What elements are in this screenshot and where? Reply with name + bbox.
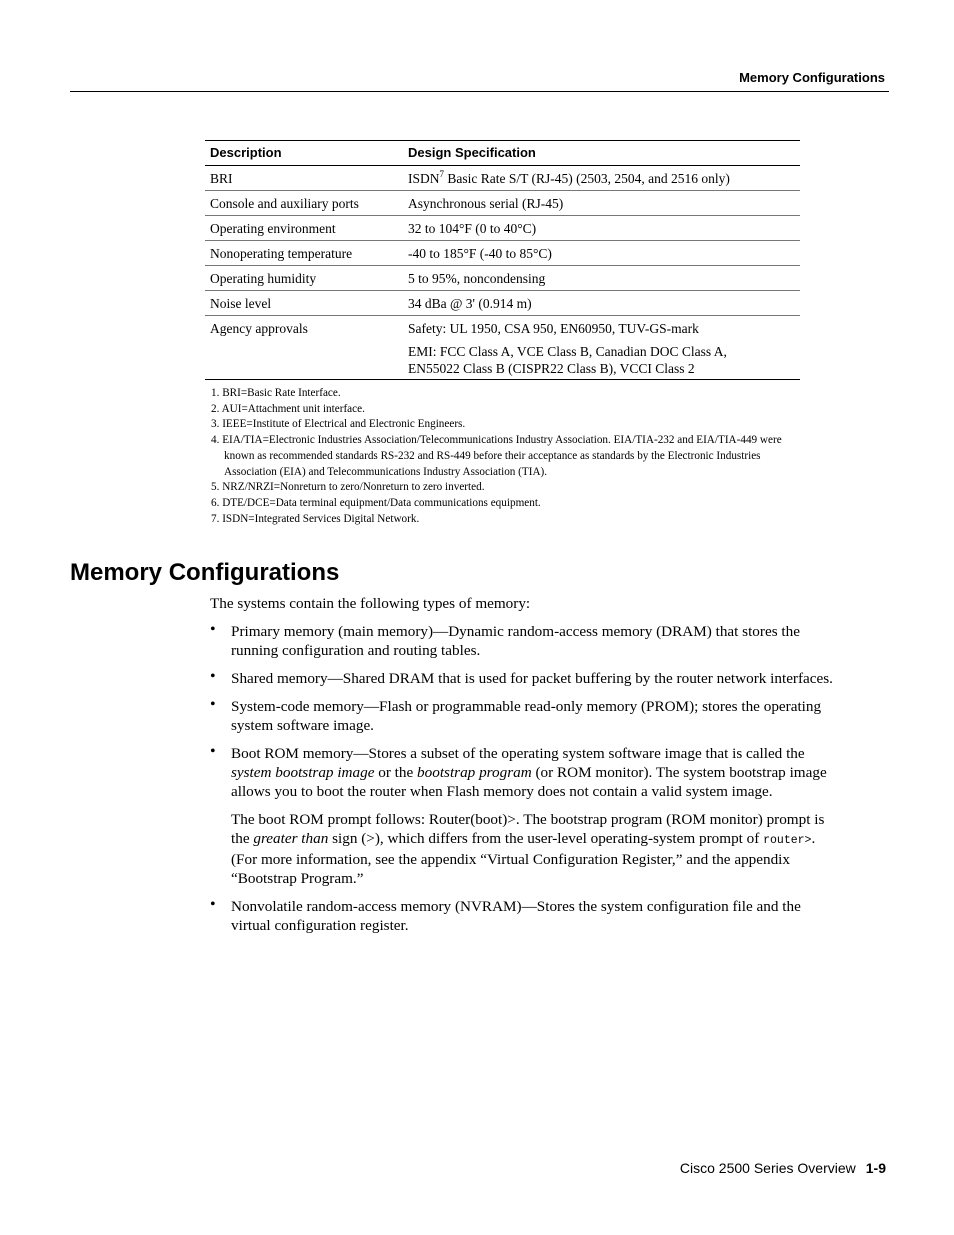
section-body (210, 594, 835, 944)
table-row (205, 216, 800, 241)
spec-table (205, 140, 800, 380)
table-header-row (205, 141, 800, 166)
list-item (210, 697, 835, 735)
bullet-glyph: • (210, 896, 216, 913)
code-prompt: router> (763, 834, 812, 847)
list-item (210, 897, 835, 935)
table-row (205, 191, 800, 216)
footer-doc-title: Cisco 2500 Series Overview (679, 1160, 856, 1176)
list-item (210, 669, 835, 688)
running-header-title: Memory Configurations (739, 70, 885, 85)
table-footnotes (211, 386, 806, 527)
cell-spec-emi (408, 343, 800, 377)
cell-spec: 32 to 104°F (0 to 40°C) (408, 221, 537, 236)
footnote-ref: 7 (439, 169, 445, 179)
list-item-paragraph (231, 810, 835, 888)
footnote: 2. AUI=Attachment unit interface. (211, 402, 365, 415)
bullet-glyph: • (210, 743, 216, 760)
cell-spec: Asynchronous serial (RJ-45) (408, 196, 564, 211)
list-item (210, 622, 835, 660)
table-row (205, 291, 800, 316)
bullet-glyph: • (210, 668, 216, 685)
text-run: The boot ROM prompt follows: Router(boot)>. The bootstrap program (ROM monitor) prompt is the (231, 811, 825, 847)
table-row (205, 316, 800, 380)
cell-spec-line: Safety: UL 1950, CSA 950, EN60950, TUV-GS-mark (408, 321, 699, 336)
column-header-spec: Design Specification (408, 145, 536, 160)
cell-description: Operating humidity (210, 271, 317, 286)
text-run: (or ROM monitor). The system bootstrap image allows you to boot the router when Flash memory does not contain a valid system image. (231, 764, 827, 800)
footnote: 6. DTE/DCE=Data terminal equipment/Data communications equipment. (211, 496, 541, 509)
text-run: sign (>), which differs from the user-level operating-system prompt of (328, 830, 764, 847)
list-item-text (231, 744, 835, 801)
intro-paragraph: The systems contain the following types of memory: (210, 595, 531, 612)
table-row (205, 266, 800, 291)
cell-spec-line: EN55022 Class B (CISPR22 Class B), VCCI Class 2 (408, 361, 695, 376)
header-rule (70, 91, 889, 92)
page-number: 1-9 (865, 1160, 886, 1176)
list-item-text: System-code memory—Flash or programmable read-only memory (PROM); stores the operating system software image. (231, 698, 822, 734)
text-run: Boot ROM memory—Stores a subset of the operating system software image that is called the (231, 745, 805, 762)
footnote: 4. EIA/TIA=Electronic Industries Association/Telecommunications Industry Association. EIA/TIA-232 and EIA/TIA-449 were known as recommended standards RS-232 and RS-449 before their acceptance as standards by the Electronic Industries Association (EIA) and Telecommunications Industry Association (TIA). (211, 434, 782, 478)
cell-spec-text: ISDN (408, 171, 440, 186)
section-heading: Memory Configurations (70, 559, 340, 586)
column-header-description: Description (210, 145, 282, 160)
italic-term: greater than (253, 830, 329, 847)
list-item-text: Shared memory—Shared DRAM that is used for packet buffering by the router network interfaces. (231, 670, 833, 687)
text-run: . (For more information, see the appendix “Virtual Configuration Register,” and the appendix “Bootstrap Program.” (231, 830, 816, 887)
cell-description: Operating environment (210, 221, 336, 236)
list-item-text: Nonvolatile random-access memory (NVRAM)—Stores the system configuration file and the virtual configuration register. (231, 898, 801, 934)
table-row (205, 241, 800, 266)
bullet-glyph: • (210, 621, 216, 638)
footnote: 1. BRI=Basic Rate Interface. (211, 387, 341, 399)
bullet-glyph: • (210, 696, 216, 713)
cell-spec: 34 dBa @ 3' (0.914 m) (408, 296, 532, 311)
cell-description: Noise level (210, 296, 272, 311)
italic-term: system bootstrap image (231, 764, 375, 781)
cell-spec: -40 to 185°F (-40 to 85°C) (408, 246, 552, 261)
cell-description: Nonoperating temperature (210, 246, 353, 261)
text-run: or the (374, 764, 418, 781)
cell-spec-text: Basic Rate S/T (RJ-45) (2503, 2504, and 2516 only) (444, 171, 730, 186)
running-footer (680, 1160, 886, 1176)
table-row (205, 166, 800, 191)
cell-spec (403, 316, 800, 380)
list-item-text: Primary memory (main memory)—Dynamic random-access memory (DRAM) that stores the running configuration and routing tables. (231, 623, 800, 659)
footnote: 5. NRZ/NRZI=Nonreturn to zero/Nonreturn to zero inverted. (211, 481, 485, 494)
memory-types-list (210, 622, 835, 935)
cell-spec (403, 166, 800, 191)
cell-spec: 5 to 95%, noncondensing (408, 271, 546, 286)
cell-description: Agency approvals (210, 321, 308, 336)
footnote: 3. IEEE=Institute of Electrical and Electronic Engineers. (211, 418, 466, 431)
cell-description: BRI (210, 171, 233, 186)
italic-term: bootstrap program (417, 764, 532, 781)
list-item (210, 744, 835, 888)
cell-description: Console and auxiliary ports (210, 196, 359, 211)
footnote: 7. ISDN=Integrated Services Digital Network. (211, 512, 420, 525)
cell-spec-line: EMI: FCC Class A, VCE Class B, Canadian DOC Class A, (408, 344, 727, 359)
